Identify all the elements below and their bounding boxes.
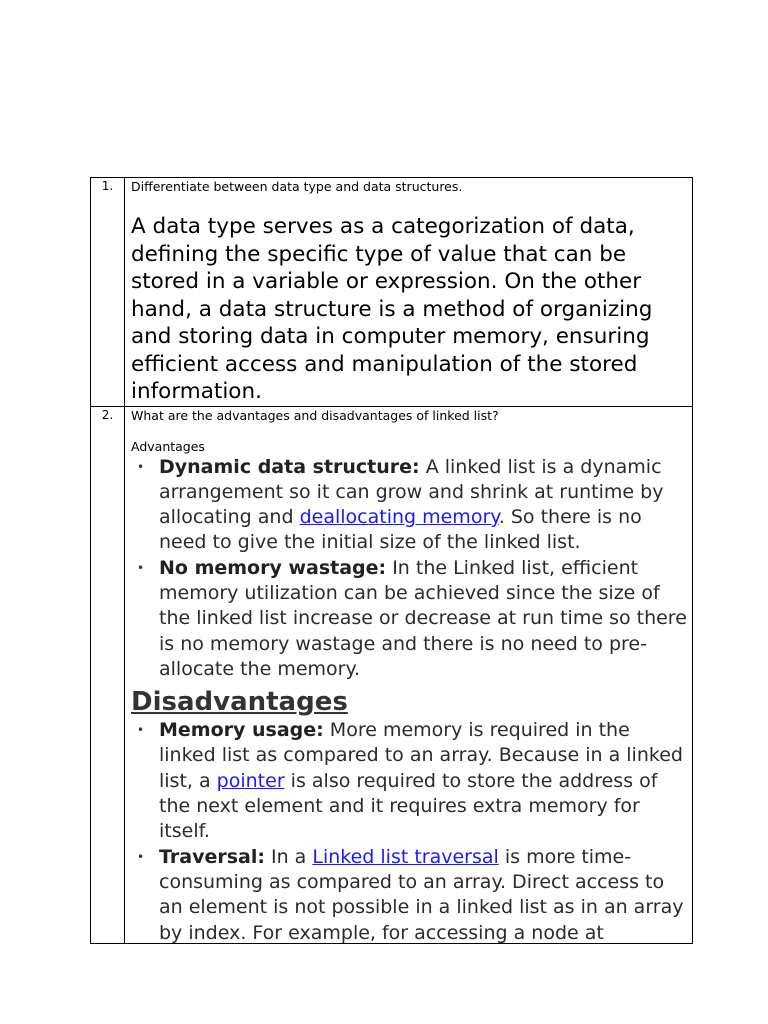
item-term: Memory usage: [159,719,324,742]
table-row [91,406,693,943]
list-item [159,845,688,943]
list-item [159,718,688,844]
row-number: 2. [101,407,114,422]
item-text: is also required to store the address of the next element and it requires extra memory for itself. [159,769,658,843]
item-text: More memory is required in the linked list as compared to an array. Because in a linked list, a [159,719,683,792]
item-text: . So there is no need to give the initial size of the linked list. [159,506,642,554]
row-number-cell [91,406,125,943]
item-text: A linked list is a dynamic arrangement so it can grow and shrink at runtime by allocating and [159,455,664,529]
table-row [91,178,693,407]
item-term: Dynamic data structure: [159,455,420,478]
qa-table [90,177,693,944]
advantages-heading: Advantages [131,438,205,454]
row-content-cell [125,406,693,943]
list-item [159,455,688,556]
list-item [159,556,688,682]
deallocating-memory-link[interactable]: deallocating memory [299,506,499,529]
item-text: In the Linked list, efficient memory utilization can be achieved since the size of the linked list increase or decrease at run time so there is no memory wastage and there is no need to pre-allocate the memory. [159,556,687,680]
question-text: Differentiate between data type and data structures. [131,179,463,194]
linked-list-traversal-link[interactable]: Linked list traversal [312,845,499,868]
row-content-cell [125,178,693,407]
item-text: In a [264,845,313,868]
answer-text: A data type serves as a categorization of data, defining the specific type of value that can be stored in a variable or expression. On the other hand, a data structure is a method of organizing and storing data in computer memory, ensuring efficient access and manipulation of the stored information. [131,214,653,404]
question-text: What are the advantages and disadvantages of linked list? [131,407,499,423]
item-term: Traversal: [159,845,265,868]
item-text: is more time-consuming as compared to an array. Direct access to an element is not possible in a linked list as in an array by index. For example, for accessing a node at [159,845,684,943]
cell-content [131,407,688,943]
disadvantages-list [131,718,688,942]
disadvantages-heading: Disadvantages [131,687,348,718]
pointer-link[interactable]: pointer [216,769,285,792]
advantages-list [131,455,688,683]
row-number-cell [91,178,125,407]
item-term: No memory wastage: [159,556,387,579]
row-number: 1. [101,179,114,193]
